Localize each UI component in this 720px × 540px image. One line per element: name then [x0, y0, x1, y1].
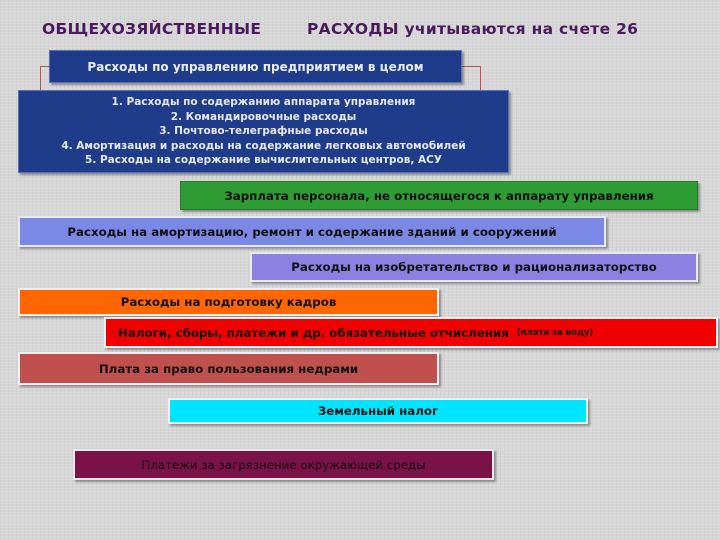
title-part-2: РАСХОДЫ учитываются на счете 26 [307, 20, 639, 38]
management-header-text: Расходы по управлению предприятием в целом [87, 59, 424, 74]
management-item-2: 2. Командировочные расходы [170, 110, 357, 123]
pollution-box [73, 449, 494, 480]
taxes-note: (плата за воду) [516, 327, 594, 338]
management-item-1: 1. Расходы по содержанию аппарата управления [111, 96, 416, 109]
management-items-box [18, 90, 509, 173]
salary-text: Зарплата персонала, не относящегося к аппарату управления [224, 188, 654, 203]
subsoil-text: Плата за право пользования недрами [98, 361, 359, 376]
buildings-box [18, 216, 606, 247]
management-item-5: 5. Расходы на содержание вычислительных центров, АСУ [85, 154, 442, 167]
subsoil-box [18, 352, 439, 385]
taxes-box [104, 317, 718, 348]
pollution-text: Платежи за загрязнение окружающей среды [141, 457, 426, 472]
land-tax-text: Земельный налог [317, 404, 439, 418]
management-item-3: 3. Почтово-телеграфные расходы [159, 125, 368, 138]
invention-box [250, 252, 698, 282]
training-box [18, 288, 439, 316]
land-tax-box [168, 398, 588, 424]
salary-box [180, 181, 698, 210]
connector-right [462, 66, 481, 91]
management-item-4: 4. Амортизация и расходы на содержание легковых автомобилей [61, 139, 466, 152]
training-text: Расходы на подготовку кадров [120, 295, 337, 309]
title-part-1: ОБЩЕХОЗЯЙСТВЕННЫЕ [42, 20, 262, 38]
connector-left [40, 66, 49, 91]
taxes-text: Налоги, сборы, платежи и др. обязательные отчисления [118, 325, 509, 340]
management-header-box [49, 50, 462, 83]
buildings-text: Расходы на амортизацию, ремонт и содержание зданий и сооружений [67, 224, 557, 239]
invention-text: Расходы на изобретательство и рационализаторство [291, 260, 657, 274]
